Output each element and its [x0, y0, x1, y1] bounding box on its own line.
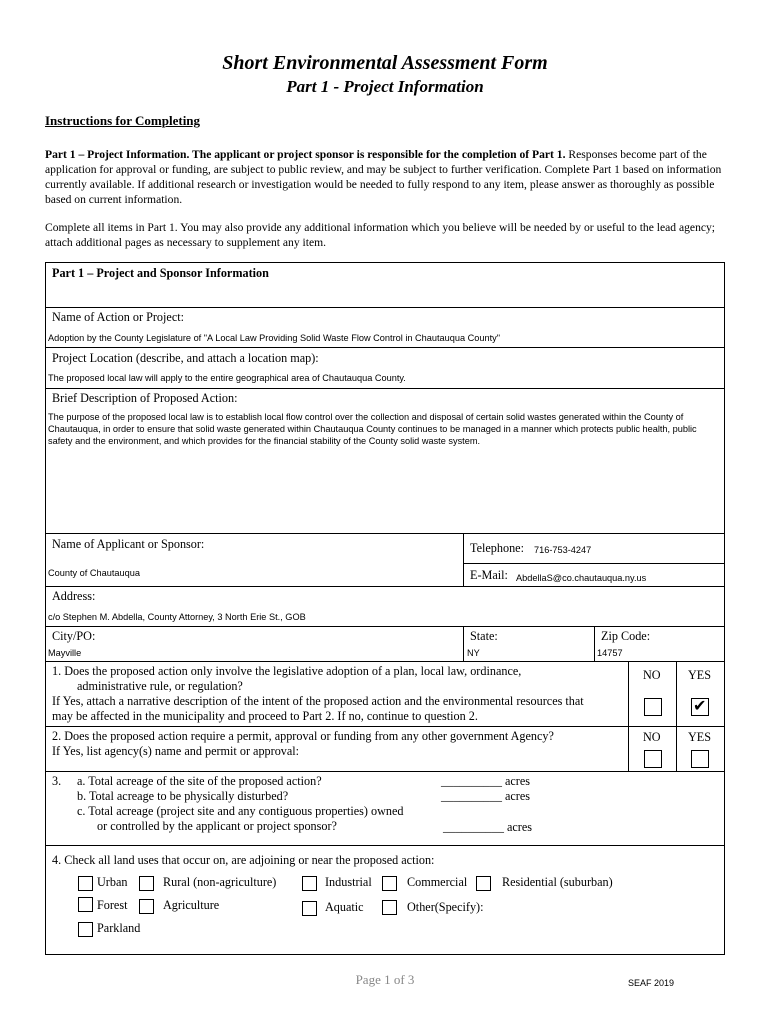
city-value-field[interactable]: Mayville [48, 648, 82, 658]
q1-no-label: NO [643, 668, 661, 682]
commercial-label: Commercial [407, 875, 468, 889]
aquatic-label: Aquatic [325, 900, 364, 914]
form-subtitle: Part 1 - Project Information [286, 77, 484, 96]
q1-line-3: If Yes, attach a narrative description of the intent of the proposed action and the environmental resources that [52, 694, 584, 708]
forest-label: Forest [97, 898, 128, 912]
instructions-heading: Instructions for Completing [45, 113, 201, 128]
description-value-field[interactable]: The purpose of the proposed local law is to establish local flow control over the collection and disposal of certain solid wastes generated within the County of Chautauqua, in order to ensure that solid waste generated within Chautauqua County continues to be managed in a manner which protects public health, public safety and the environment, and which provides for the financial stability of the County solid waste system. [48, 412, 697, 446]
q1-line-4: may be affected in the municipality and proceed to Part 2. If no, continue to question 2. [52, 709, 478, 723]
commercial-checkbox[interactable] [382, 876, 397, 891]
city-label: City/PO: [52, 629, 96, 643]
q1-yes-label: YES [688, 668, 712, 682]
instructions-paragraph-2: Complete all items in Part 1. You may also provide any additional information which you believe will be needed by or useful to the lead agency; attach additional pages as necessary to supplement any item. [45, 221, 716, 249]
email-value-field[interactable]: AbdellaS@co.chautauqua.ny.us [516, 573, 647, 583]
q3a-label: a. Total acreage of the site of the proposed action? [77, 774, 322, 788]
telephone-value-field[interactable]: 716-753-4247 [534, 545, 592, 555]
zip-label: Zip Code: [601, 629, 651, 643]
q3b-acres-field[interactable]: __________ acres [441, 789, 531, 803]
q2-line-1: 2. Does the proposed action require a permit, approval or funding from any other government Agency? [52, 729, 554, 743]
instructions-p1-bold: Part 1 – Project Information. The applicant or project sponsor is responsible for the completion of Part 1. [45, 148, 566, 161]
q1-line-1: 1. Does the proposed action only involve the legislative adoption of a plan, local law, ordinance, [52, 664, 522, 678]
parkland-label: Parkland [97, 921, 141, 935]
residential-checkbox[interactable] [476, 876, 491, 891]
instructions-paragraph-1 [45, 147, 730, 207]
rural-checkbox[interactable] [139, 876, 154, 891]
form-code: SEAF 2019 [628, 978, 675, 988]
forest-checkbox[interactable] [78, 897, 93, 912]
aquatic-checkbox[interactable] [302, 901, 317, 916]
address-label: Address: [52, 589, 96, 603]
q3c-label-1: c. Total acreage (project site and any contiguous properties) owned [77, 804, 404, 818]
q2-no-label: NO [643, 730, 661, 744]
industrial-checkbox[interactable] [302, 876, 317, 891]
q2-line-2: If Yes, list agency(s) name and permit or approval: [52, 744, 300, 758]
q2-no-checkbox[interactable] [644, 750, 662, 768]
q1-yes-checkbox[interactable] [691, 698, 709, 716]
action-value-field[interactable]: Adoption by the County Legislature of "A Local Law Providing Solid Waste Flow Control in Chautauqua County" [48, 333, 501, 343]
q3c-acres-field[interactable]: __________ acres [443, 820, 533, 834]
urban-label: Urban [97, 875, 128, 889]
agriculture-checkbox[interactable] [139, 899, 154, 914]
rural-label: Rural (non-agriculture) [163, 875, 277, 889]
location-label: Project Location (describe, and attach a location map): [52, 351, 319, 365]
residential-label: Residential (suburban) [502, 875, 613, 889]
q3b-label: b. Total acreage to be physically disturbed? [77, 789, 289, 803]
state-value-field[interactable]: NY [467, 648, 480, 658]
agriculture-label: Agriculture [163, 898, 220, 912]
location-value-field[interactable]: The proposed local law will apply to the entire geographical area of Chautauqua County. [48, 373, 406, 383]
other-checkbox[interactable] [382, 900, 397, 915]
urban-checkbox[interactable] [78, 876, 93, 891]
q2-yes-checkbox[interactable] [691, 750, 709, 768]
instructions-p1-rest: Responses become part of the application for approval or funding, are subject to public review, and may be subject to further verification. Complete Part 1 based on information currently available. If additional research or investigation would be needed to fully respond to any item, please answer as thoroughly as possible based on current information. [45, 148, 722, 206]
q3c-label-2: or controlled by the applicant or project sponsor? [97, 819, 337, 833]
description-label: Brief Description of Proposed Action: [52, 391, 238, 405]
other-label: Other(Specify): [407, 900, 484, 914]
page-number: Page 1 of 3 [355, 972, 415, 987]
q1-no-checkbox[interactable] [644, 698, 662, 716]
q3a-acres-field[interactable]: __________ acres [441, 774, 531, 788]
industrial-label: Industrial [325, 875, 372, 889]
section-title: Part 1 – Project and Sponsor Information [52, 266, 269, 280]
applicant-label: Name of Applicant or Sponsor: [52, 537, 205, 551]
action-label: Name of Action or Project: [52, 310, 184, 324]
address-value-field[interactable]: c/o Stephen M. Abdella, County Attorney, 3 North Erie St., GOB [48, 612, 306, 622]
form-title: Short Environmental Assessment Form [222, 52, 548, 74]
zip-value-field[interactable]: 14757 [597, 648, 623, 658]
applicant-value-field[interactable]: County of Chautauqua [48, 568, 140, 578]
parkland-checkbox[interactable] [78, 922, 93, 937]
q3-number: 3. [52, 774, 62, 788]
state-label: State: [470, 629, 498, 643]
email-label: E-Mail: [470, 568, 508, 582]
q1-line-2: administrative rule, or regulation? [77, 679, 243, 693]
telephone-label: Telephone: [470, 541, 524, 555]
q2-yes-label: YES [688, 730, 712, 744]
q4-label: 4. Check all land uses that occur on, are adjoining or near the proposed action: [52, 853, 435, 867]
